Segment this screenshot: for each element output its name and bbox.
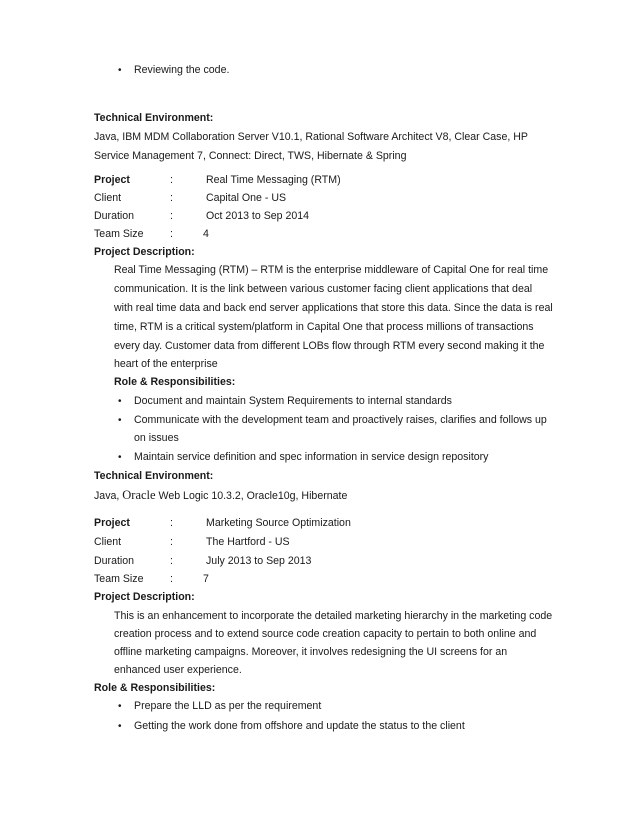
- list-item: Communicate with the development team and proactively raises, clarifies and follows up: [134, 414, 547, 426]
- field-label: Duration: [94, 210, 135, 222]
- field-label: Client: [94, 536, 122, 548]
- field-label: Team Size: [94, 228, 144, 240]
- text-line: heart of the enterprise: [114, 358, 218, 370]
- bullet-icon: •: [118, 65, 122, 76]
- field-value: 7: [203, 573, 209, 585]
- bullet-icon: •: [118, 721, 122, 732]
- list-item: Reviewing the code.: [134, 64, 230, 76]
- text-line: enhanced user experience.: [114, 664, 242, 676]
- section-heading: Role & Responsibilities:: [94, 682, 216, 694]
- field-value: 4: [203, 228, 209, 240]
- text-line: Java, IBM MDM Collaboration Server V10.1, Rational Software Architect V8, Clear Case, HP: [94, 131, 528, 143]
- bullet-icon: •: [118, 701, 122, 712]
- field-value: Capital One - US: [206, 192, 287, 204]
- text-line: [94, 489, 347, 503]
- field-label: Project: [94, 517, 130, 529]
- section-heading: Role & Responsibilities:: [114, 376, 236, 388]
- bullet-icon: •: [118, 396, 122, 407]
- bullet-icon: •: [118, 452, 122, 463]
- section-heading: Project Description:: [94, 591, 195, 603]
- section-heading: Technical Environment:: [94, 112, 214, 124]
- field-colon: :: [170, 536, 173, 548]
- text-line: communication. It is the link between various customer facing client applications that deal: [114, 283, 533, 295]
- field-label: Team Size: [94, 573, 144, 585]
- text-line: time, RTM is a critical system/platform in Capital One that process millions of transactions: [114, 321, 534, 333]
- field-label: Client: [94, 192, 122, 204]
- field-value: The Hartford - US: [206, 536, 290, 548]
- field-value: Marketing Source Optimization: [206, 517, 351, 529]
- section-heading: Project Description:: [94, 246, 195, 258]
- list-item: Document and maintain System Requirements to internal standards: [134, 395, 452, 407]
- list-item: Prepare the LLD as per the requirement: [134, 700, 322, 712]
- field-colon: :: [170, 174, 173, 186]
- oracle-word: Oracle: [122, 488, 156, 502]
- list-item: on issues: [134, 432, 179, 444]
- field-label: Project: [94, 174, 130, 186]
- bullet-icon: •: [118, 415, 122, 426]
- text-line: every day. Customer data from different LOBs flow through RTM every second making it the: [114, 340, 545, 352]
- field-colon: :: [170, 228, 173, 240]
- field-value: July 2013 to Sep 2013: [206, 555, 312, 567]
- field-value: Real Time Messaging (RTM): [206, 174, 341, 186]
- tech-env-part: Java,: [94, 490, 123, 502]
- section-heading: Technical Environment:: [94, 470, 214, 482]
- list-item: Getting the work done from offshore and update the status to the client: [134, 720, 465, 732]
- list-item: Maintain service definition and spec information in service design repository: [134, 451, 489, 463]
- text-line: offline marketing campaigns. Moreover, it involves redesigning the UI screens for an: [114, 646, 508, 658]
- text-line: Real Time Messaging (RTM) – RTM is the enterprise middleware of Capital One for real time: [114, 264, 549, 276]
- field-label: Duration: [94, 555, 135, 567]
- text-line: with real time data and back end server applications that store this data. Since the data is real: [114, 302, 553, 314]
- text-line: Service Management 7, Connect: Direct, TWS, Hibernate & Spring: [94, 150, 407, 162]
- field-colon: :: [170, 517, 173, 529]
- field-value: Oct 2013 to Sep 2014: [206, 210, 310, 222]
- tech-env-part: Web Logic 10.3.2, Oracle10g, Hibernate: [155, 490, 348, 502]
- text-line: creation process and to extend source code creation capacity to pertain to both online and: [114, 628, 537, 640]
- field-colon: :: [170, 210, 173, 222]
- field-colon: :: [170, 555, 173, 567]
- field-colon: :: [170, 573, 173, 585]
- text-line: This is an enhancement to incorporate the detailed marketing hierarchy in the marketing code: [114, 610, 553, 622]
- field-colon: :: [170, 192, 173, 204]
